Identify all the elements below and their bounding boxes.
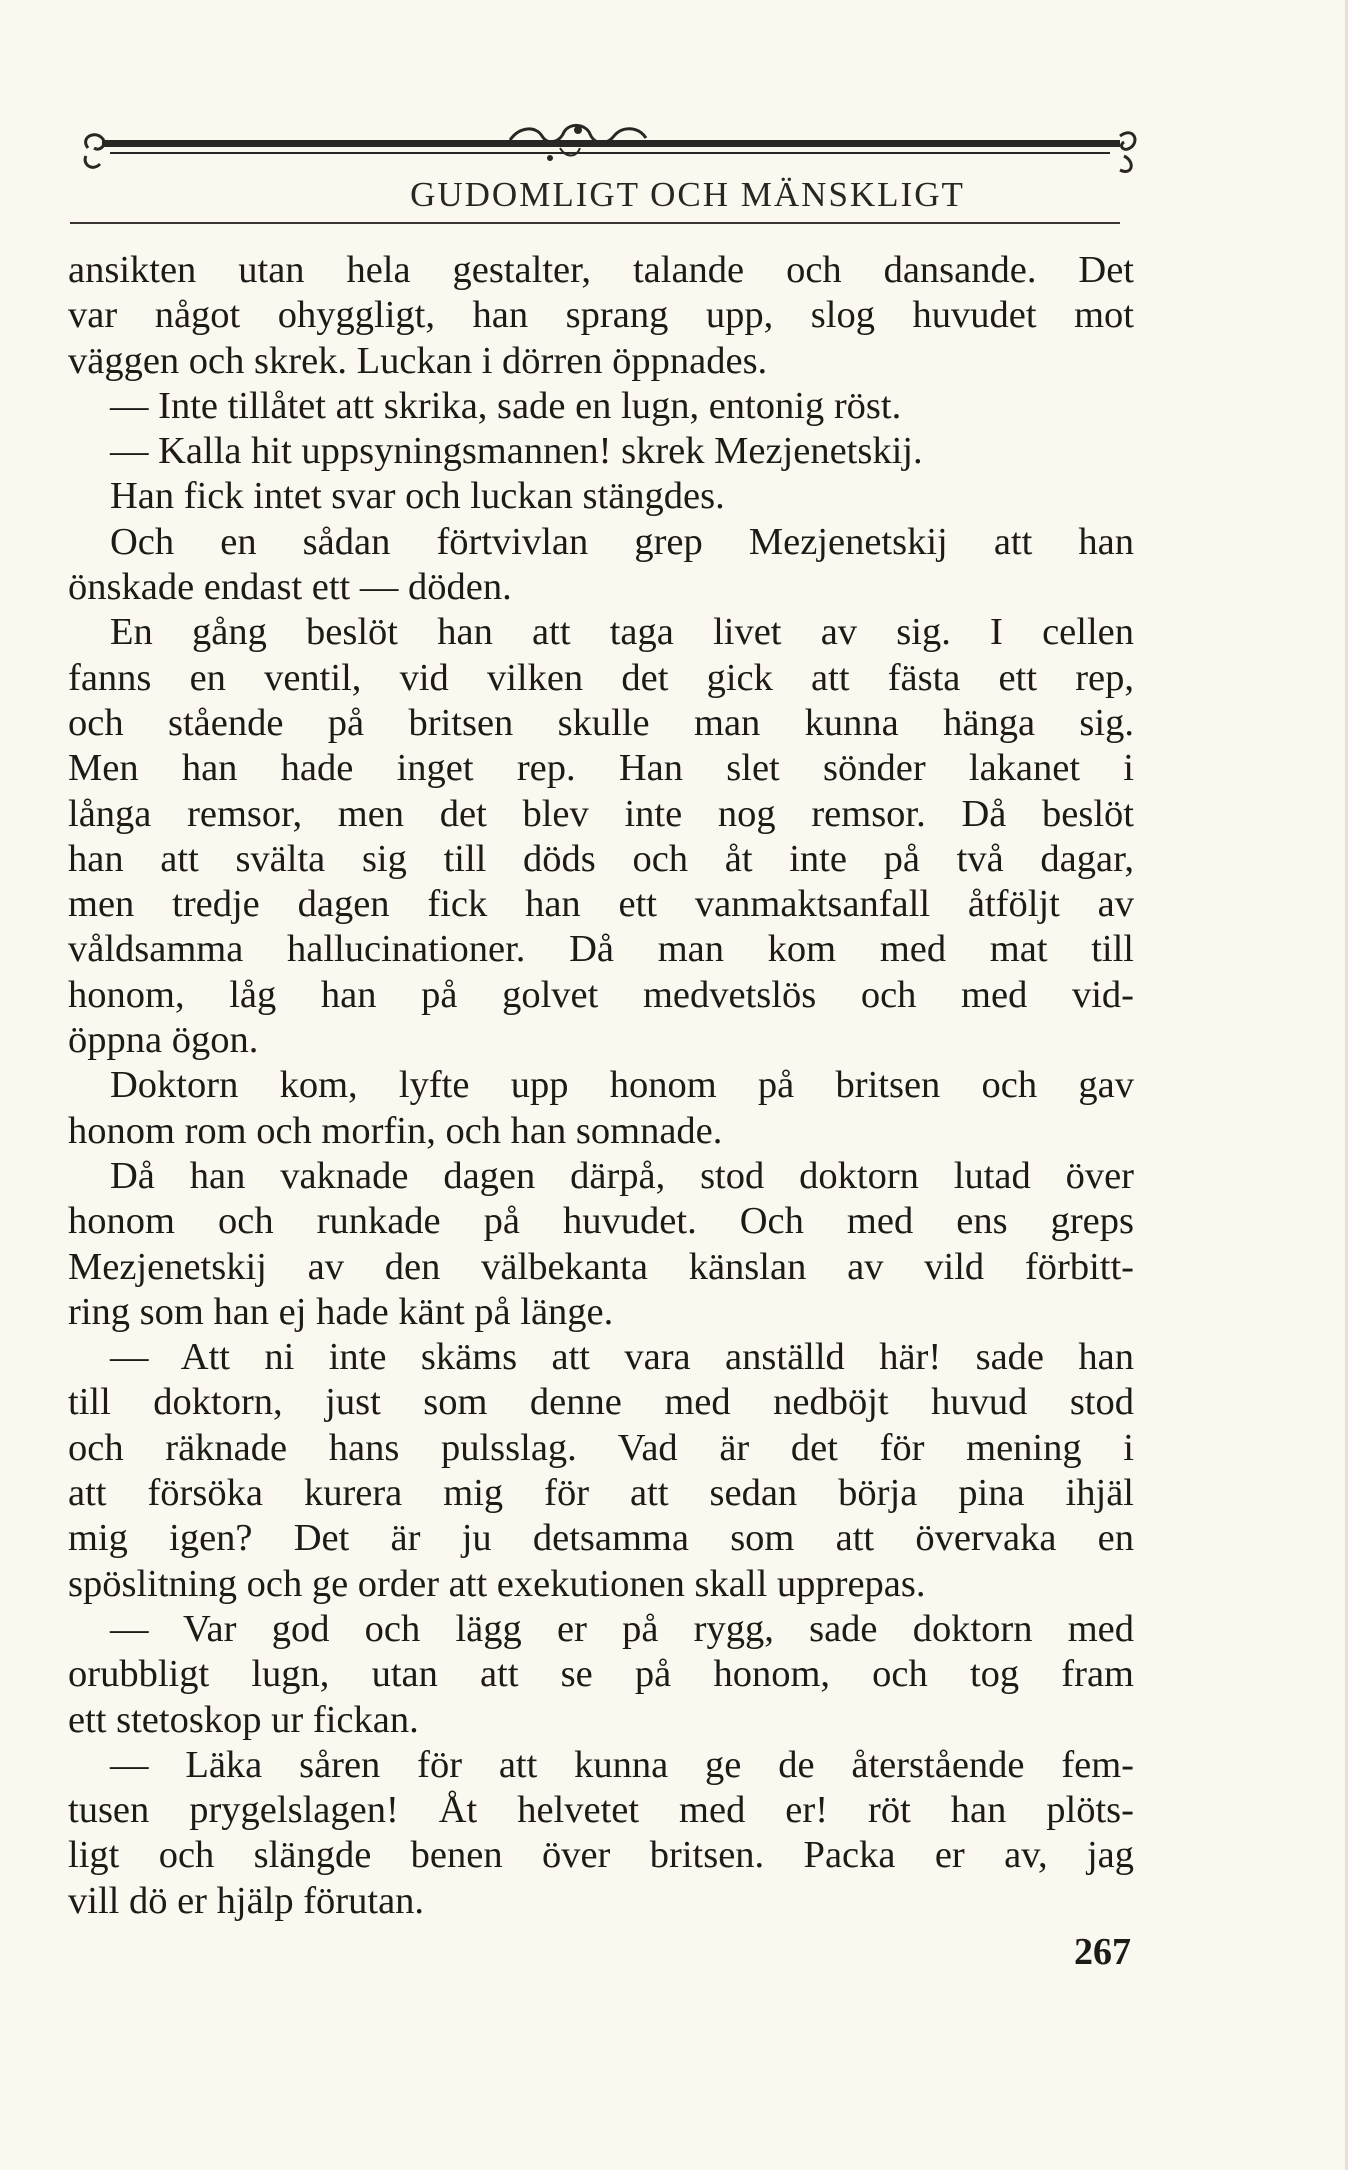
paragraph [68,1154,1134,1335]
text-line: Han fick intet svar och luckan stängdes. [110,475,725,518]
text-line: Då han vaknade dagen därpå, stod doktorn lutad över [110,1154,1134,1197]
body-text [68,248,1134,1924]
text-line: ansikten utan hela gestalter, talande och dansande. Det [68,249,1134,291]
page-number: 267 [1074,1931,1131,1973]
text-line: honom och runkade på huvudet. Och med ens greps [68,1200,1134,1243]
text-line: — Läka såren för att kunna ge de återstående fem- [110,1743,1134,1786]
text-line: tusen prygelslagen! Åt helvetet med er! röt han plöts- [68,1789,1134,1832]
text-line: han att svälta sig till döds och åt inte på två dagar, [68,837,1134,880]
text-line: spöslitning och ge order att exekutionen skall upprepas. [68,1562,926,1605]
paragraph [68,610,1134,1063]
text-line: Och en sådan förtvivlan grep Mezjenetskij att han [110,520,1134,563]
text-line: men tredje dagen fick han ett vanmaktsanfall åtföljt av [68,883,1134,926]
text-line: och stående på britsen skulle man kunna hänga sig. [68,701,1134,744]
text-line: ring som han ej hade känt på länge. [68,1290,614,1333]
paragraph [68,520,1134,611]
text-line: att försöka kurera mig för att sedan börja pina ihjäl [68,1472,1134,1515]
text-line: honom rom och morfin, och han somnade. [68,1109,723,1152]
text-line: orubbligt lugn, utan att se på honom, och tog fram [68,1653,1134,1696]
text-line: till doktorn, just som denne med nedböjt huvud stod [68,1381,1134,1424]
paragraph [68,474,1134,519]
paragraph [68,1063,1134,1154]
paragraph [68,248,1134,384]
text-line: våldsamma hallucinationer. Då man kom med mat till [68,928,1134,971]
text-line: Mezjenetskij av den välbekanta känslan av vild förbitt- [68,1245,1134,1288]
text-line: — Kalla hit uppsyningsmannen! skrek Mezjenetskij. [110,430,923,473]
text-line: var något ohyggligt, han sprang upp, slog huvudet mot [68,294,1134,337]
text-line: En gång beslöt han att taga livet av sig. I cellen [110,611,1134,654]
text-line: — Att ni inte skäms att vara anställd här! sade han [110,1336,1134,1379]
text-line: fanns en ventil, vid vilken det gick att fästa ett rep, [68,656,1134,699]
paragraph [68,429,1134,474]
text-line: — Inte tillåtet att skrika, sade en lugn, entonig röst. [110,384,902,427]
text-line: väggen och skrek. Luckan i dörren öppnades. [68,339,768,382]
text-line: mig igen? Det är ju detsamma som att övervaka en [68,1517,1134,1560]
text-line: ett stetoskop ur fickan. [68,1698,419,1741]
header-divider [70,222,1120,224]
paragraph [68,1607,1134,1743]
text-line: Doktorn kom, lyfte upp honom på britsen och gav [110,1064,1134,1107]
text-line: ligt och slängde benen över britsen. Packa er av, jag [68,1834,1134,1877]
text-line: öppna ögon. [68,1019,259,1062]
text-line: långa remsor, men det blev inte nog remsor. Då beslöt [68,792,1134,835]
text-line: vill dö er hjälp förutan. [68,1879,425,1922]
text-line: och räknade hans pulsslag. Vad är det för mening i [68,1426,1134,1469]
text-line: Men han hade inget rep. Han slet sönder lakanet i [68,747,1134,790]
text-line: — Var god och lägg er på rygg, sade doktorn med [110,1607,1134,1650]
running-head-title: GUDOMLIGT OCH MÄNSKLIGT [410,175,965,214]
paragraph [68,384,1134,429]
text-line: önskade endast ett — döden. [68,566,512,609]
paragraph [68,1743,1134,1924]
paragraph [68,1335,1134,1607]
text-line: honom, låg han på golvet medvetslös och med vid- [68,973,1134,1016]
